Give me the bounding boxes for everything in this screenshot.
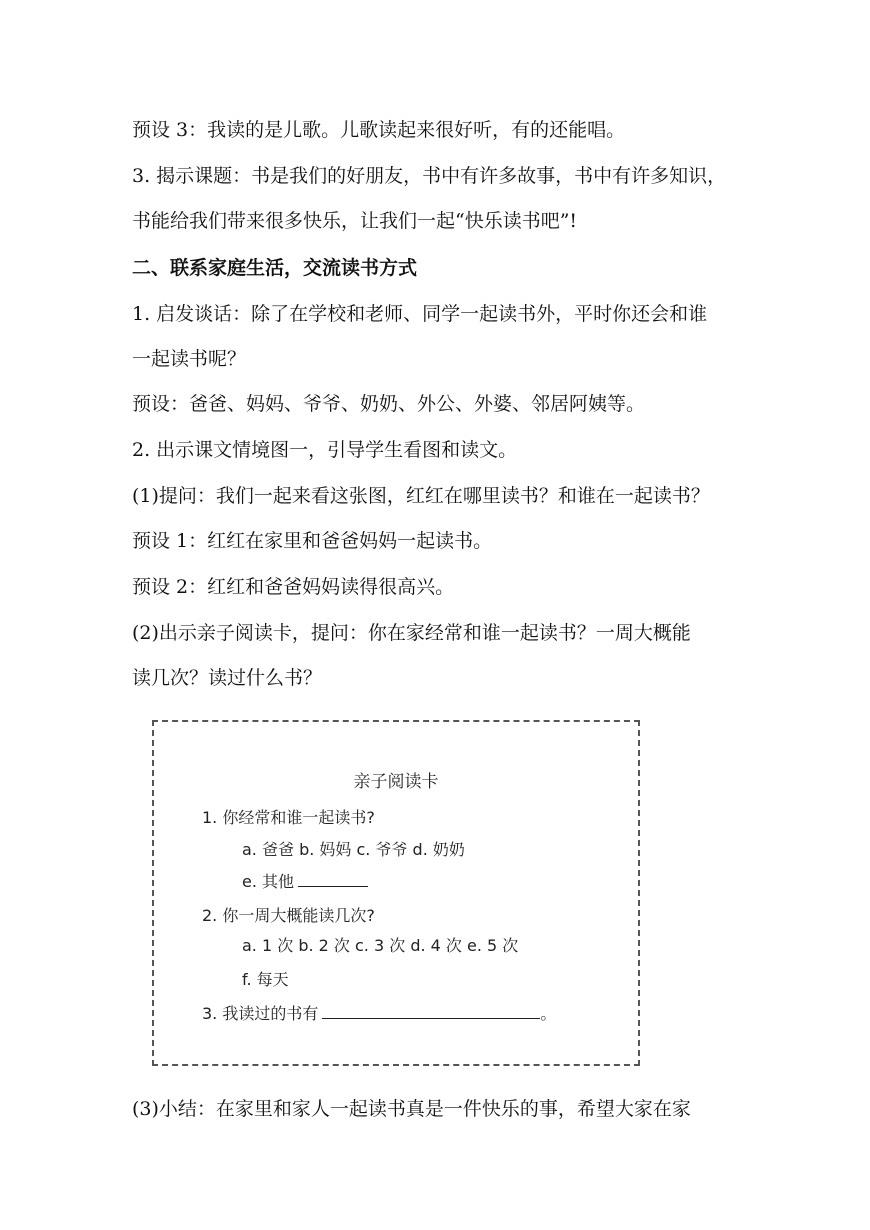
card-question-2-daily: f. 每天 xyxy=(242,970,289,989)
fill-in-blank[interactable] xyxy=(322,1004,540,1019)
fill-in-blank[interactable] xyxy=(298,872,368,887)
paragraph: (3)小结：在家里和家人一起读书真是一件快乐的事，希望大家在家 xyxy=(132,1098,691,1120)
paragraph: 预设 3：我读的是儿歌。儿歌读起来很好听，有的还能唱。 xyxy=(132,119,626,141)
paragraph: 预设 2：红红和爸爸妈妈读得很高兴。 xyxy=(132,576,455,598)
paragraph: 读几次？读过什么书？ xyxy=(132,667,323,689)
paragraph: 2. 出示课文情境图一，引导学生看图和读文。 xyxy=(132,439,518,461)
card-question-3-label: 3. 我读过的书有 xyxy=(202,1004,319,1023)
card-option-label: e. 其他 xyxy=(242,872,295,891)
parent-child-reading-card xyxy=(152,720,640,1066)
paragraph: 1. 启发谈话：除了在学校和老师、同学一起读书外，平时你还会和谁 xyxy=(132,303,708,325)
paragraph: (2)出示亲子阅读卡，提问：你在家经常和谁一起读书？一周大概能 xyxy=(132,622,691,644)
card-title: 亲子阅读卡 xyxy=(353,772,439,792)
card-question-1-options: a. 爸爸 b. 妈妈 c. 爷爷 d. 奶奶 xyxy=(242,840,465,859)
section-heading: 二、联系家庭生活，交流读书方式 xyxy=(132,257,418,279)
paragraph: (1)提问：我们一起来看这张图，红红在哪里读书？和谁在一起读书？ xyxy=(132,485,710,507)
card-question-1-other xyxy=(242,872,368,892)
paragraph: 3. 揭示课题：书是我们的好朋友，书中有许多故事，书中有许多知识， xyxy=(132,165,727,187)
paragraph: 预设：爸爸、妈妈、爷爷、奶奶、外公、外婆、邻居阿姨等。 xyxy=(132,393,646,415)
card-question-2: 2. 你一周大概能读几次? xyxy=(202,906,375,925)
card-question-1: 1. 你经常和谁一起读书? xyxy=(202,808,375,827)
paragraph: 预设 1：红红在家里和爸爸妈妈一起读书。 xyxy=(132,530,493,552)
card-question-3 xyxy=(202,1004,556,1024)
card-question-2-options: a. 1 次 b. 2 次 c. 3 次 d. 4 次 e. 5 次 xyxy=(242,936,519,955)
paragraph: 书能给我们带来很多快乐，让我们一起“快乐读书吧”! xyxy=(132,210,578,232)
card-question-3-end: 。 xyxy=(540,1004,557,1023)
paragraph: 一起读书呢？ xyxy=(132,348,247,370)
